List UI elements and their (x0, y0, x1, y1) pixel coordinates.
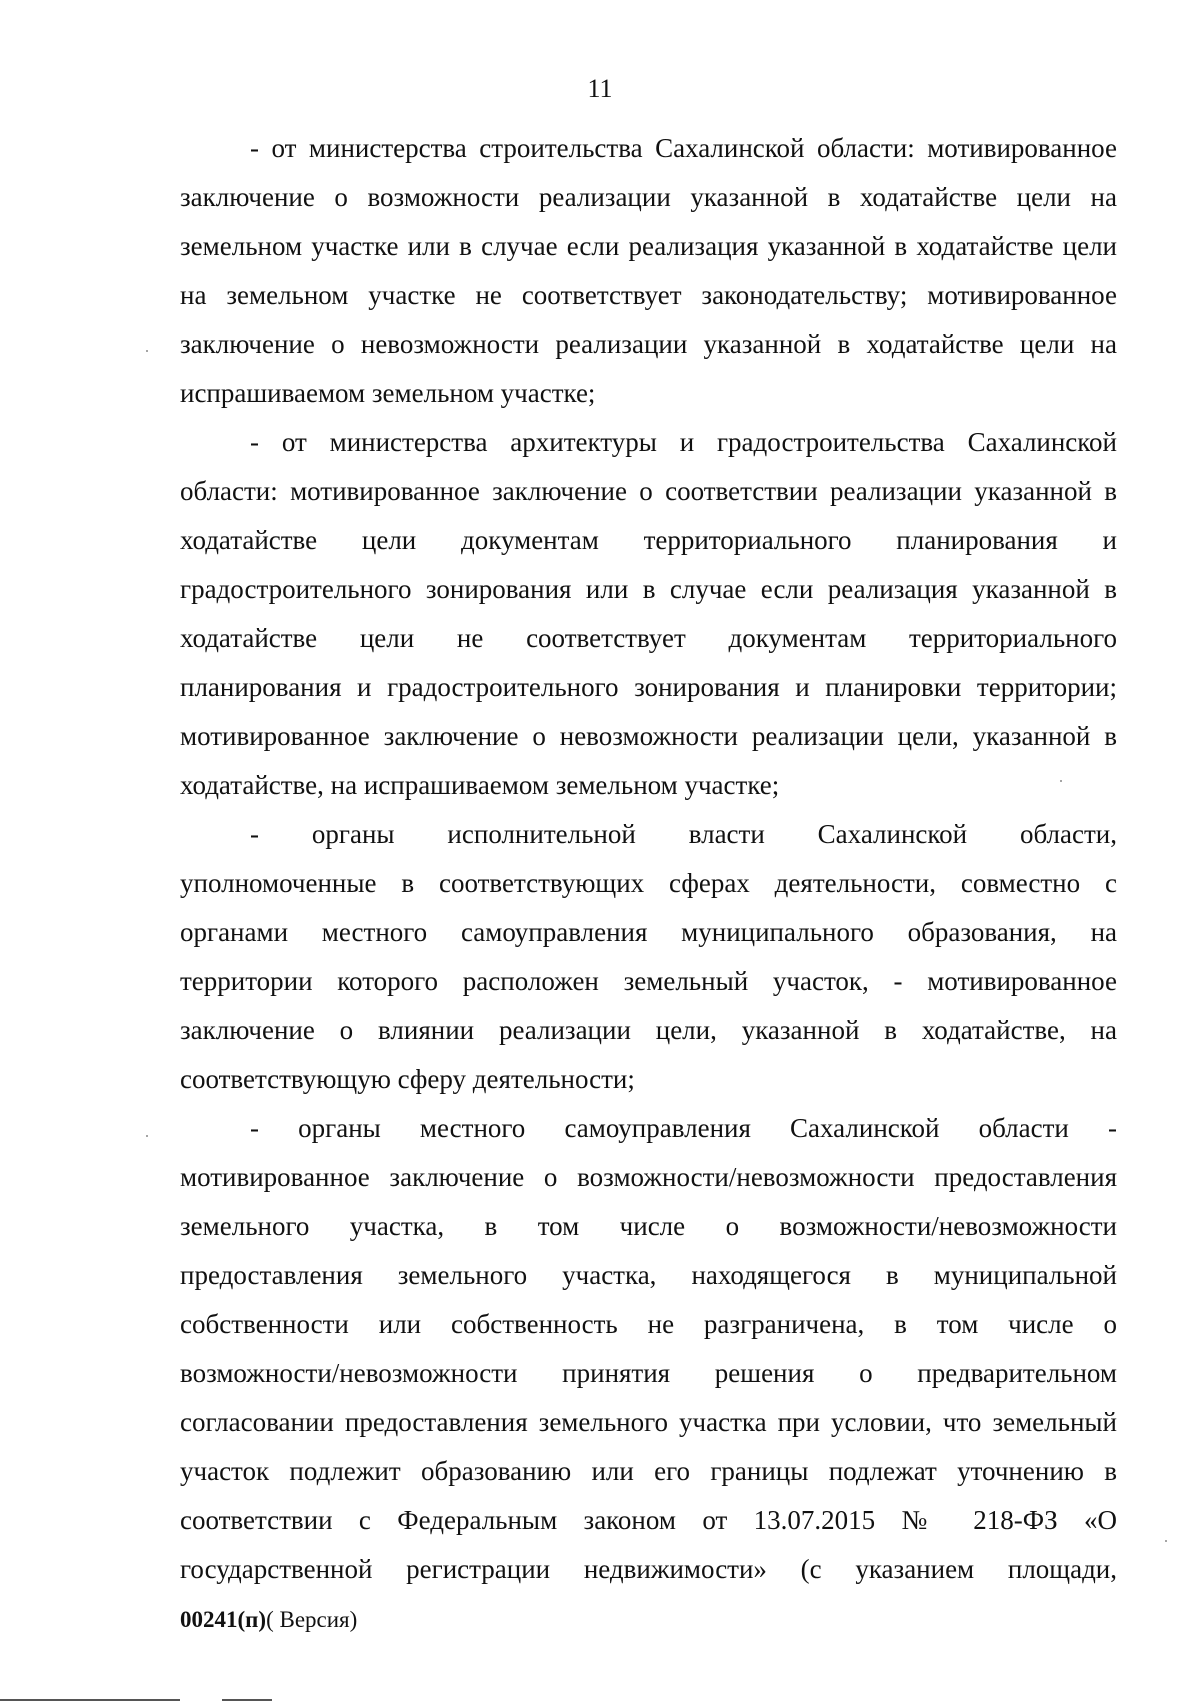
scan-edge-line (222, 1699, 272, 1701)
text-line: заключение о возможности реализации указанной в ходатайстве цели на (180, 182, 1117, 212)
text-line: земельного участка, в том числе о возможности/невозможности (180, 1211, 1117, 1241)
text-line: заключение о влиянии реализации цели, указанной в ходатайстве, на (180, 1015, 1117, 1045)
text-line: мотивированное заключение о невозможности реализации цели, указанной в (180, 721, 1117, 751)
paragraph-ministry-architecture (180, 418, 1117, 810)
text-line: государственной регистрации недвижимости» (с указанием площади, (180, 1554, 1117, 1584)
text-line: на земельном участке не соответствует законодательству; мотивированное (180, 280, 1117, 310)
text-line: ходатайстве цели не соответствует документам территориального (180, 623, 1117, 653)
paragraph-executive-authorities (180, 810, 1117, 1104)
text-line: испрашиваемом земельном участке; (180, 378, 596, 408)
text-line: - от министерства архитектуры и градостроительства Сахалинской (250, 427, 1117, 457)
document-code: 00241(п) (180, 1607, 267, 1632)
text-line: - от министерства строительства Сахалинской области: мотивированное (250, 133, 1117, 163)
text-line: территории которого расположен земельный участок, - мотивированное (180, 966, 1117, 996)
text-line: заключение о невозможности реализации указанной в ходатайстве цели на (180, 329, 1117, 359)
text-line: возможности/невозможности принятия решения о предварительном (180, 1358, 1117, 1388)
text-line: органами местного самоуправления муниципального образования, на (180, 917, 1117, 947)
page-number: 11 (587, 74, 613, 103)
text-line: согласовании предоставления земельного участка при условии, что земельный (180, 1407, 1117, 1437)
text-line: области: мотивированное заключение о соответствии реализации указанной в (180, 476, 1117, 506)
version-label: ( Версия) (266, 1607, 358, 1632)
paragraph-local-government (180, 1104, 1117, 1594)
text-line: планирования и градостроительного зонирования и планировки территории; (180, 672, 1117, 702)
text-line: ходатайстве, на испрашиваемом земельном участке; (180, 770, 780, 800)
document-version-code (180, 1606, 357, 1634)
document-body (180, 124, 1117, 1594)
text-line: земельном участке или в случае если реализация указанной в ходатайстве цели (180, 231, 1117, 261)
text-line: - органы местного самоуправления Сахалинской области - (250, 1113, 1117, 1143)
scan-speck (146, 1135, 148, 1137)
scan-speck (146, 350, 148, 352)
paragraph-ministry-construction (180, 124, 1117, 418)
text-line: соответствии с Федеральным законом от 13.07.2015 № 218-ФЗ «О (180, 1505, 1117, 1535)
text-line: ходатайстве цели документам территориального планирования и (180, 525, 1117, 555)
text-line: уполномоченные в соответствующих сферах деятельности, совместно с (180, 868, 1117, 898)
text-line: - органы исполнительной власти Сахалинской области, (250, 819, 1117, 849)
scan-speck (1060, 780, 1062, 782)
scan-speck (1165, 1540, 1167, 1542)
scan-edge-line (0, 1699, 180, 1701)
text-line: собственности или собственность не разграничена, в том числе о (180, 1309, 1117, 1339)
text-line: мотивированное заключение о возможности/невозможности предоставления (180, 1162, 1117, 1192)
text-line: предоставления земельного участка, находящегося в муниципальной (180, 1260, 1117, 1290)
text-line: участок подлежит образованию или его границы подлежат уточнению в (180, 1456, 1117, 1486)
text-line: соответствующую сферу деятельности; (180, 1064, 635, 1094)
text-line: градостроительного зонирования или в случае если реализация указанной в (180, 574, 1117, 604)
